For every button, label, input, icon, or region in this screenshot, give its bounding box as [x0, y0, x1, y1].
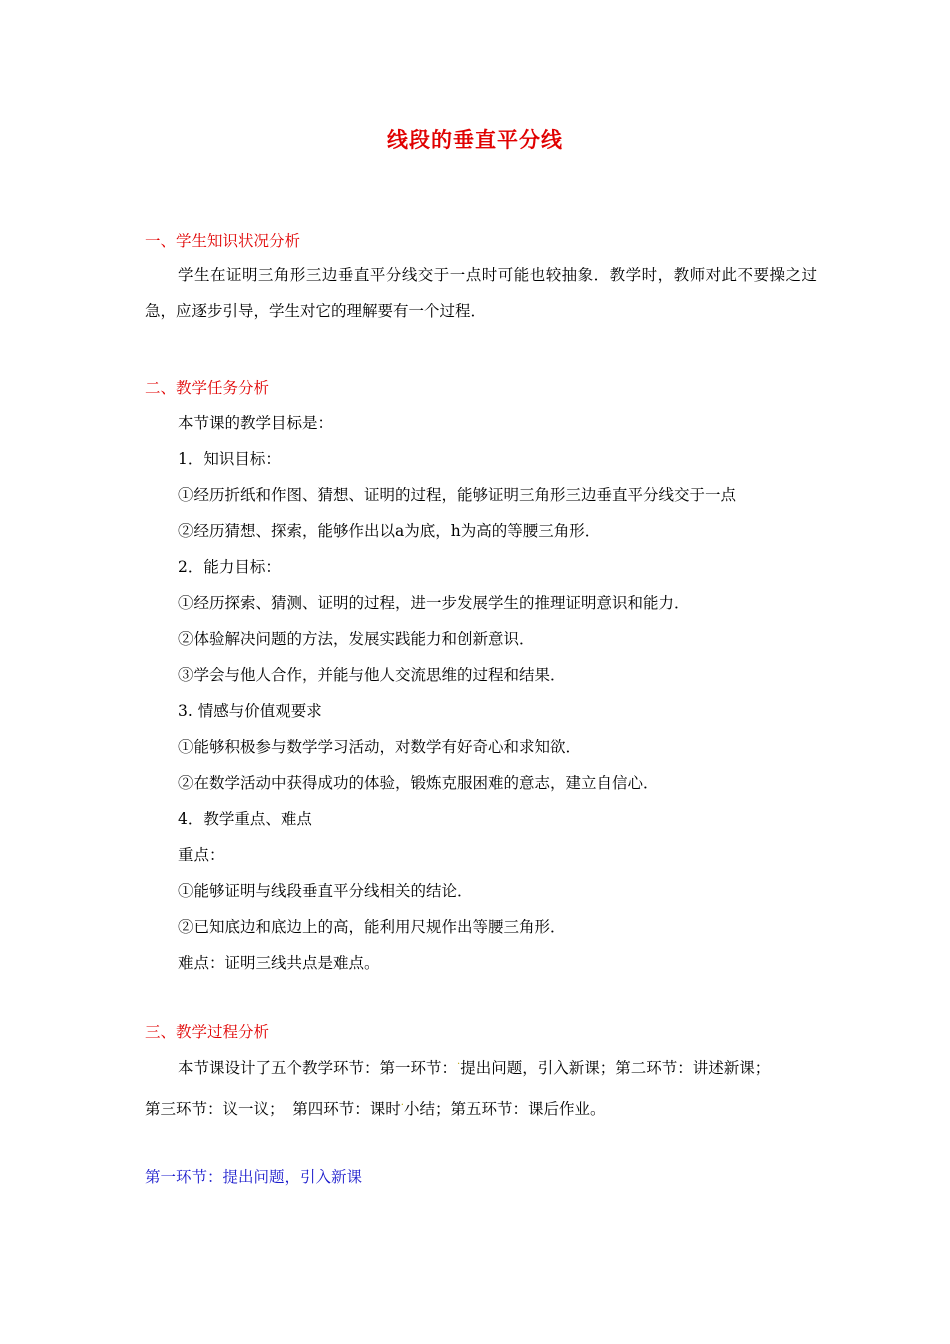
section-heading-process-analysis: 三、教学过程分析	[145, 1023, 270, 1041]
tick-mark: .	[457, 1056, 461, 1067]
process-text-part: 第三环节：议一议； 第四环节：课时	[145, 1100, 401, 1118]
ability-goal-2: ②体验解决问题的方法，发展实践能力和创新意识．	[178, 630, 535, 648]
ability-goal-title: 2．能力目标：	[178, 558, 281, 576]
process-text-part: 本节课设计了五个教学环节：第一环节：	[178, 1059, 458, 1077]
key-point-1: ①能够证明与线段垂直平分线相关的结论．	[178, 882, 473, 900]
key-point-2: ②已知底边和底边上的高，能利用尺规作出等腰三角形．	[178, 918, 566, 936]
focus-title: 4．教学重点、难点	[178, 810, 312, 828]
emotion-goal-1: ①能够积极参与数学学习活动，对数学有好奇心和求知欲．	[178, 738, 582, 756]
emotion-goal-2: ②在数学活动中获得成功的体验，锻炼克服困难的意志，建立自信心．	[178, 774, 659, 792]
knowledge-goal-1: ①经历折纸和作图、猜想、证明的过程，能够证明三角形三边垂直平分线交于一点	[178, 486, 737, 504]
knowledge-goal-2: ②经历猜想、探索，能够作出以a为底，h为高的等腰三角形．	[178, 522, 601, 540]
student-analysis-paragraph: 学生在证明三角形三边垂直平分线交于一点时可能也较抽象．教学时，教师对此不要操之过急，应逐步引导，学生对它的理解要有一个过程．	[145, 266, 817, 320]
goals-intro: 本节课的教学目标是：	[178, 414, 334, 432]
emotion-goal-title: 3. 情感与价值观要求	[178, 702, 322, 720]
knowledge-goal-title: 1．知识目标：	[178, 450, 281, 468]
difficulty-point: 难点：证明三线共点是难点。	[178, 954, 380, 972]
section-heading-student-analysis: 一、学生知识状况分析	[145, 232, 301, 250]
process-text-part: 小结；第五环节：课后作业。	[403, 1100, 606, 1118]
stage-1-heading: 第一环节：提出问题，引入新课	[145, 1168, 363, 1186]
process-paragraph-line-2	[145, 1097, 605, 1119]
ability-goal-3: ③学会与他人合作，并能与他人交流思维的过程和结果．	[178, 666, 566, 684]
process-paragraph-line-1	[178, 1056, 770, 1078]
key-point-label: 重点：	[178, 846, 225, 864]
tick-mark: .	[400, 1097, 404, 1108]
process-text-part: 提出问题，引入新课；第二环节：讲述新课；	[460, 1059, 771, 1077]
page-title: 线段的垂直平分线	[387, 127, 563, 152]
ability-goal-1: ①经历探索、猜测、证明的过程，进一步发展学生的推理证明意识和能力．	[178, 594, 690, 612]
section-heading-task-analysis: 二、教学任务分析	[145, 379, 270, 397]
